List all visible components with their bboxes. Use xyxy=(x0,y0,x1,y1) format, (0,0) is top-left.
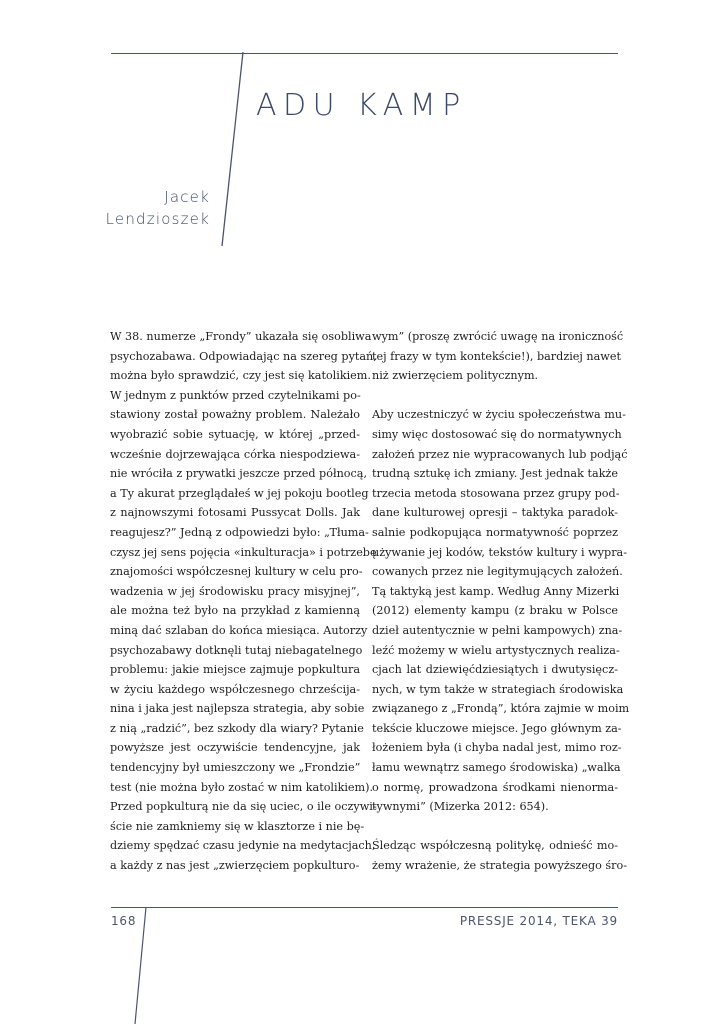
text-line: z nią „radzić”, bez szkody dla wiary? Pytanie xyxy=(110,721,364,735)
text-line: W 38. numerze „Frondy” ukazała się osobliwa xyxy=(110,330,372,343)
text-line: wcześnie dojrzewająca córka niespodziewa- xyxy=(110,447,360,461)
text-line: znajomości współczesnej kultury w celu pro- xyxy=(110,565,363,579)
text-line: trzecia metoda stosowana przez grupy pod- xyxy=(372,486,620,500)
paragraph-gap xyxy=(372,817,618,837)
text-line: dane kulturowej opresji – taktyka paradok- xyxy=(372,506,618,520)
title-slash-line xyxy=(218,50,248,250)
text-line: tekście kluczowe miejsce. Jego głównym za- xyxy=(372,721,622,735)
text-line: w życiu każdego współczesnego chrześcija- xyxy=(110,682,360,696)
text-line: psychozabawa. Odpowiadając na szereg pytań, xyxy=(110,349,377,363)
text-line: żemy wrażenie, że strategia powyższego śro- xyxy=(372,859,628,873)
author-last-name: Lendzioszek xyxy=(105,210,210,228)
text-line: psychozabawy dotknęli tutaj niebagatelnego xyxy=(110,643,363,657)
text-line: używanie jej kodów, tekstów kultury i wypra- xyxy=(372,545,627,559)
text-line: tej frazy w tym kontekście!), bardziej nawet xyxy=(372,349,622,363)
text-line: nie wróciła z prywatki jeszcze przed północą, xyxy=(110,467,368,481)
right-text-column xyxy=(372,327,630,876)
text-line: Tą taktyką jest kamp. Według Anny Mizerki xyxy=(372,584,620,598)
text-line: łamu wewnątrz samego środowiska) „walka xyxy=(372,761,621,775)
page-number: 168 xyxy=(111,914,137,928)
text-line: W jednym z punktów przed czytelnikami po- xyxy=(110,388,361,402)
article-title: ADU KAMP xyxy=(256,88,467,123)
text-line: związanego z „Frondą”, która zajmie w moim xyxy=(372,702,630,716)
text-line: Aby uczestniczyć w życiu społeczeństwa mu- xyxy=(372,408,626,422)
author-first-name: Jacek xyxy=(164,188,210,206)
text-line: simy więc dostosować się do normatywnych xyxy=(372,427,622,441)
text-line: założeń przez nie wypracowanych lub podjąć xyxy=(372,447,628,461)
header-rule xyxy=(111,53,618,54)
text-line: Śledząc współczesną politykę, odnieść mo- xyxy=(372,839,618,853)
text-line: tywnymi” (Mizerka 2012: 654). xyxy=(372,800,549,814)
text-line: salnie podkopująca normatywność poprzez xyxy=(372,525,618,539)
text-line: a każdy z nas jest „zwierzęciem popkulturo- xyxy=(110,859,360,873)
text-line: wym” (proszę zwrócić uwagę na ironiczność xyxy=(372,330,624,343)
text-line: z najnowszymi fotosami Pussycat Dolls. Jak xyxy=(110,506,360,520)
text-line: tendencyjny był umieszczony we „Frondzie” xyxy=(110,761,361,775)
text-line: ale można też było na przykład z kamienną xyxy=(110,604,360,618)
text-line: miną dać szlaban do końca miesiąca. Autorzy xyxy=(110,623,368,637)
text-line: (2012) elementy kampu (z braku w Polsce xyxy=(372,604,618,618)
text-line: stawiony został poważny problem. Należało xyxy=(110,408,360,422)
text-line: problemu: jakie miejsce zajmuje popkultura xyxy=(110,663,360,677)
text-line: test (nie można było zostać w nim katolikiem). xyxy=(110,780,374,794)
text-line: o normę, prowadzona środkami nienorma- xyxy=(372,780,618,794)
text-line: Przed popkulturą nie da się uciec, o ile oczywi- xyxy=(110,800,377,814)
text-line: dziemy spędzać czasu jedynie na medytacjach, xyxy=(110,839,376,853)
text-line: nina i jaka jest najlepsza strategia, aby sobie xyxy=(110,702,365,716)
text-line: dzieł autentycznie w pełni kampowych) zna- xyxy=(372,623,623,637)
text-line: reagujesz?” Jedną z odpowiedzi było: „Tłuma- xyxy=(110,525,369,539)
text-line: a Ty akurat przeglądałeś w jej pokoju bootleg xyxy=(110,486,369,500)
journal-citation: PRESSJE 2014, TEKA 39 xyxy=(459,914,618,928)
left-text-column xyxy=(110,327,377,876)
text-line: niż zwierzęciem politycznym. xyxy=(372,369,539,383)
text-line: powyższe jest oczywiście tendencyjne, jak xyxy=(110,741,360,755)
text-line: nych, w tym także w strategiach środowiska xyxy=(372,682,624,696)
paragraph-gap xyxy=(372,386,618,406)
text-line: łożeniem była (i chyba nadal jest, mimo roz- xyxy=(372,741,622,755)
text-line: wyobrazić sobie sytuację, w której „przed- xyxy=(110,427,360,441)
text-line: czysz jej sens pojęcia «inkulturacja» i potrzebę xyxy=(110,545,377,559)
author-name xyxy=(106,186,210,230)
text-line: wadzenia w jej środowisku pracy misyjnej”, xyxy=(110,584,360,598)
text-line: można było sprawdzić, czy jest się katolikiem. xyxy=(110,369,371,383)
text-line: leźć możemy w wielu artystycznych realiza- xyxy=(372,643,620,657)
text-line: trudną sztukę ich zmiany. Jest jednak także xyxy=(372,467,618,481)
text-line: ście nie zamkniemy się w klasztorze i nie bę- xyxy=(110,819,365,833)
footer-rule xyxy=(111,907,618,908)
text-line: cowanych przez nie legitymujących założeń. xyxy=(372,565,623,579)
text-line: cjach lat dziewięćdziesiątych i dwutysięcz- xyxy=(372,663,618,677)
